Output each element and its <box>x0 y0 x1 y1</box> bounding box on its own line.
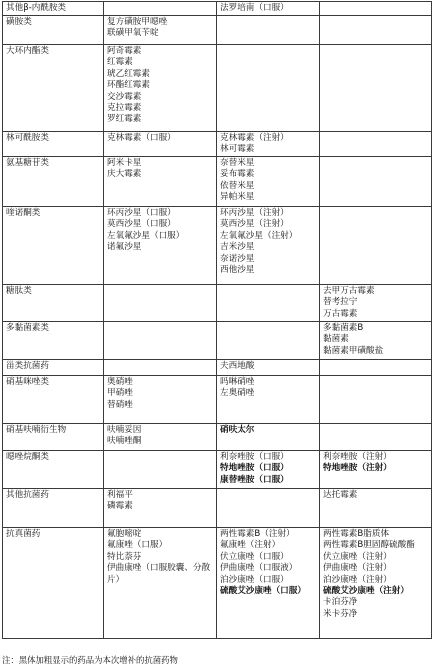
restricted-tier-cell <box>217 157 320 207</box>
drug-category-cell <box>3 376 104 424</box>
drug-name: 伏立康唑（口服） <box>220 551 289 562</box>
drug-name: 替考拉宁 <box>323 297 358 308</box>
special-tier-cell <box>320 489 432 528</box>
table-footnote: 注：黑体加粗显示的药品为本次增补的抗菌药物 <box>2 655 178 665</box>
drug-name: 克拉霉素 <box>107 103 142 114</box>
restricted-tier-cell <box>217 16 320 45</box>
drug-name: 硝呋太尔 <box>220 425 255 435</box>
table-row <box>3 528 432 639</box>
drug-name: 特地唑胺（口服） <box>220 463 289 474</box>
drug-name: 氟康唑（注射） <box>220 540 281 551</box>
special-tier-cell <box>320 157 432 207</box>
drug-name: 两性霉素B胆固醇硫酸酯 <box>323 540 415 551</box>
drug-name: 去甲万古霉素 <box>323 286 375 296</box>
restricted-tier-cell <box>217 132 320 157</box>
category-label: 糖肽类 <box>6 286 32 296</box>
drug-name: 吉米沙星 <box>220 242 255 253</box>
drug-name: 夫西地酸 <box>220 361 255 371</box>
drug-name: 伏立康唑（注射） <box>323 551 392 562</box>
drug-name: 吗啉硝唑 <box>220 377 255 387</box>
drug-name: 泊沙康唑（注射） <box>323 574 392 585</box>
drug-name: 左奥硝唑 <box>220 388 255 399</box>
special-tier-cell <box>320 451 432 489</box>
category-label: 硝基呋喃衍生物 <box>6 425 67 435</box>
restricted-tier-cell <box>217 322 320 360</box>
drug-name: 莫西沙星（注射） <box>220 219 289 230</box>
drug-category-cell <box>3 528 104 639</box>
drug-name: 复方磺胺甲噁唑 <box>107 17 168 27</box>
category-label: 抗真菌药 <box>6 529 41 539</box>
restricted-tier-cell <box>217 207 320 285</box>
drug-name: 红霉素 <box>107 57 133 68</box>
drug-category-cell <box>3 322 104 360</box>
drug-name: 万古霉素 <box>323 308 358 319</box>
drug-name: 庆大霉素 <box>107 169 142 180</box>
drug-name: 交沙霉素 <box>107 91 142 102</box>
oral-or-basic-tier-cell <box>104 207 217 285</box>
drug-category-cell <box>3 2 104 16</box>
drug-name: 达托霉素 <box>323 490 358 500</box>
table-row <box>3 322 432 360</box>
drug-name: 利奈唑胺（口服） <box>220 452 289 462</box>
drug-name: 奈替米星 <box>220 158 255 168</box>
drug-name: 米卡芬净 <box>323 608 358 619</box>
special-tier-cell <box>320 322 432 360</box>
drug-name: 两性霉素B（注射） <box>220 529 295 539</box>
table-row <box>3 489 432 528</box>
restricted-tier-cell <box>217 285 320 322</box>
drug-name: 克林霉素（口服） <box>107 133 176 143</box>
drug-name: 阿米卡星 <box>107 158 142 168</box>
oral-or-basic-tier-cell <box>104 322 217 360</box>
drug-name: 阿奇霉素 <box>107 46 142 56</box>
drug-name: 替硝唑 <box>107 399 133 410</box>
drug-name: 莫西沙星（口服） <box>107 219 176 230</box>
oral-or-basic-tier-cell <box>104 2 217 16</box>
oral-or-basic-tier-cell <box>104 360 217 376</box>
drug-name: 法罗培南（口服） <box>220 3 289 13</box>
oral-or-basic-tier-cell <box>104 376 217 424</box>
oral-or-basic-tier-cell <box>104 489 217 528</box>
table-row <box>3 45 432 132</box>
oral-or-basic-tier-cell <box>104 45 217 132</box>
drug-name: 卡泊芬净 <box>323 597 358 608</box>
restricted-tier-cell <box>217 489 320 528</box>
drug-name: 罗红霉素 <box>107 114 142 125</box>
drug-category-cell <box>3 45 104 132</box>
oral-or-basic-tier-cell <box>104 528 217 639</box>
special-tier-cell <box>320 376 432 424</box>
drug-name: 多黏菌素B <box>323 323 364 333</box>
oral-or-basic-tier-cell <box>104 16 217 45</box>
category-label: 其他抗菌药 <box>6 490 49 500</box>
drug-name: 西他沙星 <box>220 265 255 276</box>
drug-name: 左氧氟沙星（口服） <box>107 230 185 241</box>
category-label: 甾类抗菌药 <box>6 361 49 371</box>
drug-category-cell <box>3 132 104 157</box>
oral-or-basic-tier-cell <box>104 285 217 322</box>
oral-or-basic-tier-cell <box>104 132 217 157</box>
drug-name: 利奈唑胺（注射） <box>323 452 392 462</box>
category-label: 林可酰胺类 <box>6 133 49 143</box>
special-tier-cell <box>320 45 432 132</box>
category-label: 硝基咪唑类 <box>6 377 49 387</box>
drug-name: 特地唑胺（注射） <box>323 463 392 474</box>
drug-category-cell <box>3 157 104 207</box>
drug-name: 左氧氟沙星（注射） <box>220 230 298 241</box>
special-tier-cell <box>320 424 432 451</box>
restricted-tier-cell <box>217 451 320 489</box>
drug-category-cell <box>3 16 104 45</box>
drug-name: 诺氟沙星 <box>107 242 142 253</box>
drug-name: 伊曲康唑（注射） <box>323 563 392 574</box>
oral-or-basic-tier-cell <box>104 424 217 451</box>
special-tier-cell <box>320 207 432 285</box>
table-row <box>3 16 432 45</box>
drug-name: 黏菌素甲磺酸盐 <box>323 345 384 356</box>
special-tier-cell <box>320 132 432 157</box>
drug-name: 异帕米星 <box>220 192 255 203</box>
category-label: 多黏菌素类 <box>6 323 49 333</box>
drug-name: 磷霉素 <box>107 501 133 512</box>
special-tier-cell <box>320 2 432 16</box>
antibacterial-drug-table <box>2 1 432 639</box>
drug-name: 环酯红霉素 <box>107 80 150 91</box>
special-tier-cell <box>320 360 432 376</box>
table-body <box>3 2 432 639</box>
drug-name: 伊曲康唑（口服液） <box>220 563 298 574</box>
drug-name: 利福平 <box>107 490 133 500</box>
drug-name: 康替唑胺（口服） <box>220 474 289 485</box>
drug-category-cell <box>3 489 104 528</box>
drug-name: 环丙沙星（注射） <box>220 208 289 218</box>
table-row <box>3 376 432 424</box>
category-label: 氨基糖苷类 <box>6 158 49 168</box>
drug-name: 妥布霉素 <box>220 169 255 180</box>
drug-name: 甲硝唑 <box>107 388 133 399</box>
restricted-tier-cell <box>217 360 320 376</box>
category-label: 其他β-内酰胺类 <box>6 3 67 13</box>
table-row <box>3 360 432 376</box>
drug-name: 林可霉素 <box>220 144 255 155</box>
oral-or-basic-tier-cell <box>104 157 217 207</box>
drug-name: 环丙沙星（口服） <box>107 208 176 218</box>
table-row <box>3 132 432 157</box>
table-row <box>3 157 432 207</box>
drug-name: 硫酸艾沙康唑（口服） <box>220 586 306 597</box>
drug-category-cell <box>3 285 104 322</box>
restricted-tier-cell <box>217 2 320 16</box>
drug-category-cell <box>3 451 104 489</box>
special-tier-cell <box>320 16 432 45</box>
drug-name: 克林霉素（注射） <box>220 133 289 143</box>
drug-name: 黏菌素 <box>323 334 349 345</box>
drug-name: 泊沙康唑（口服） <box>220 574 289 585</box>
drug-category-cell <box>3 207 104 285</box>
drug-name: 特比萘芬 <box>107 551 142 562</box>
restricted-tier-cell <box>217 528 320 639</box>
drug-name: 奈诺沙星 <box>220 253 255 264</box>
category-label: 喹诺酮类 <box>6 208 41 218</box>
table-row <box>3 285 432 322</box>
drug-name: 硫酸艾沙康唑（注射） <box>323 586 409 597</box>
table-row <box>3 2 432 16</box>
table-row <box>3 451 432 489</box>
table-row <box>3 207 432 285</box>
drug-name: 氟康唑（口服） <box>107 540 168 551</box>
category-label: 噁唑烷酮类 <box>6 452 49 462</box>
table-row <box>3 424 432 451</box>
drug-category-cell <box>3 360 104 376</box>
drug-name: 联磺甲氧苄啶 <box>107 28 159 39</box>
drug-name: 呋喃妥因 <box>107 425 142 435</box>
drug-name: 氟胞嘧啶 <box>107 529 142 539</box>
oral-or-basic-tier-cell <box>104 451 217 489</box>
special-tier-cell <box>320 285 432 322</box>
category-label: 磺胺类 <box>6 17 32 27</box>
restricted-tier-cell <box>217 45 320 132</box>
drug-name: 琥乙红霉素 <box>107 68 150 79</box>
drug-name: 奥硝唑 <box>107 377 133 387</box>
category-label: 大环内酯类 <box>6 46 49 56</box>
drug-category-cell <box>3 424 104 451</box>
drug-name: 依替米星 <box>220 180 255 191</box>
drug-name: 伊曲康唑（口服胶囊、分散片） <box>107 563 211 585</box>
drug-name: 两性霉素B脂质体 <box>323 529 390 539</box>
special-tier-cell <box>320 528 432 639</box>
restricted-tier-cell <box>217 376 320 424</box>
restricted-tier-cell <box>217 424 320 451</box>
drug-name: 呋喃唑酮 <box>107 436 142 447</box>
